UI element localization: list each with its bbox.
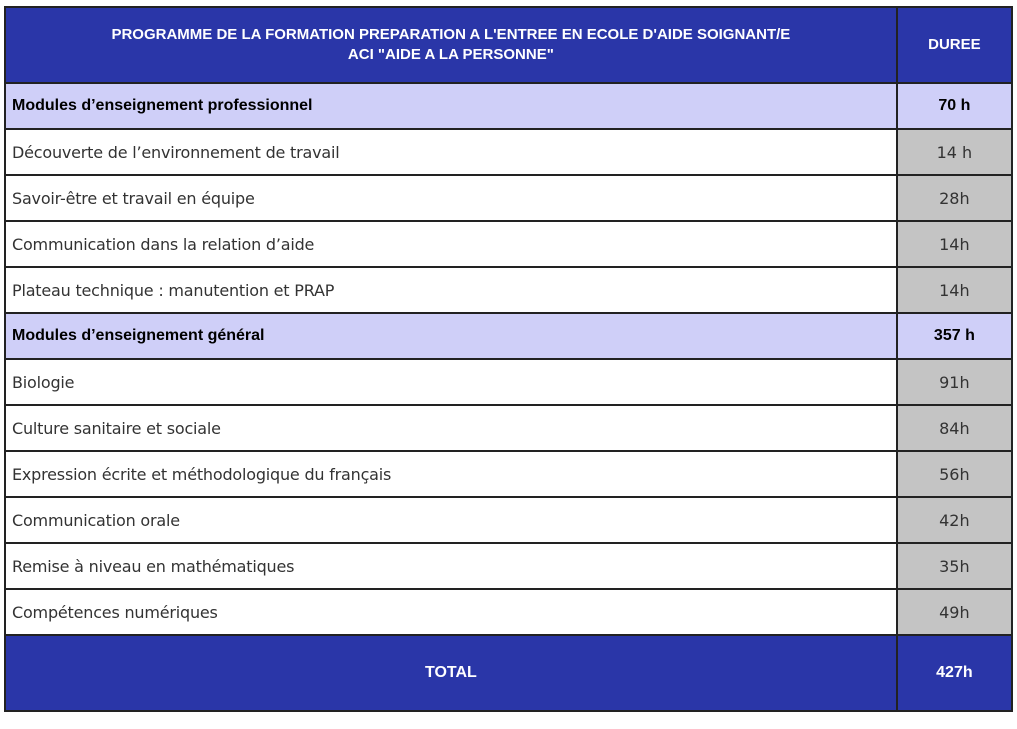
table-row xyxy=(5,267,1012,313)
module-label: Communication dans la relation d’aide xyxy=(5,221,897,267)
module-label: Savoir-être et travail en équipe xyxy=(5,175,897,221)
module-label: Culture sanitaire et sociale xyxy=(5,405,897,451)
module-duration: 35h xyxy=(897,543,1012,589)
training-program-table xyxy=(4,6,1013,712)
table-row xyxy=(5,589,1012,635)
section-duration: 357 h xyxy=(897,313,1012,359)
section-label: Modules d’enseignement général xyxy=(5,313,897,359)
section-duration: 70 h xyxy=(897,83,1012,129)
module-label: Expression écrite et méthodologique du français xyxy=(5,451,897,497)
module-label: Remise à niveau en mathématiques xyxy=(5,543,897,589)
module-duration: 56h xyxy=(897,451,1012,497)
table-row xyxy=(5,497,1012,543)
table-row xyxy=(5,405,1012,451)
total-duration: 427h xyxy=(897,635,1012,711)
total-label: TOTAL xyxy=(5,635,897,711)
section-label: Modules d’enseignement professionnel xyxy=(5,83,897,129)
section-row-professional xyxy=(5,83,1012,129)
table-row xyxy=(5,221,1012,267)
table-row xyxy=(5,129,1012,175)
module-duration: 14h xyxy=(897,221,1012,267)
table-row xyxy=(5,359,1012,405)
program-title-line1: PROGRAMME DE LA FORMATION PREPARATION A L'ENTREE EN ECOLE D'AIDE SOIGNANT/E xyxy=(111,26,791,43)
program-title xyxy=(5,7,897,83)
module-duration: 28h xyxy=(897,175,1012,221)
module-label: Plateau technique : manutention et PRAP xyxy=(5,267,897,313)
module-duration: 84h xyxy=(897,405,1012,451)
module-label: Communication orale xyxy=(5,497,897,543)
total-row xyxy=(5,635,1012,711)
module-duration: 14 h xyxy=(897,129,1012,175)
module-label: Biologie xyxy=(5,359,897,405)
module-duration: 91h xyxy=(897,359,1012,405)
table-row xyxy=(5,175,1012,221)
module-label: Compétences numériques xyxy=(5,589,897,635)
table-row xyxy=(5,451,1012,497)
table-header-row xyxy=(5,7,1012,83)
module-label: Découverte de l’environnement de travail xyxy=(5,129,897,175)
module-duration: 14h xyxy=(897,267,1012,313)
duration-column-header: DUREE xyxy=(897,7,1012,83)
table-row xyxy=(5,543,1012,589)
module-duration: 49h xyxy=(897,589,1012,635)
section-row-general xyxy=(5,313,1012,359)
program-title-line2: ACI "AIDE A LA PERSONNE" xyxy=(347,46,554,63)
module-duration: 42h xyxy=(897,497,1012,543)
